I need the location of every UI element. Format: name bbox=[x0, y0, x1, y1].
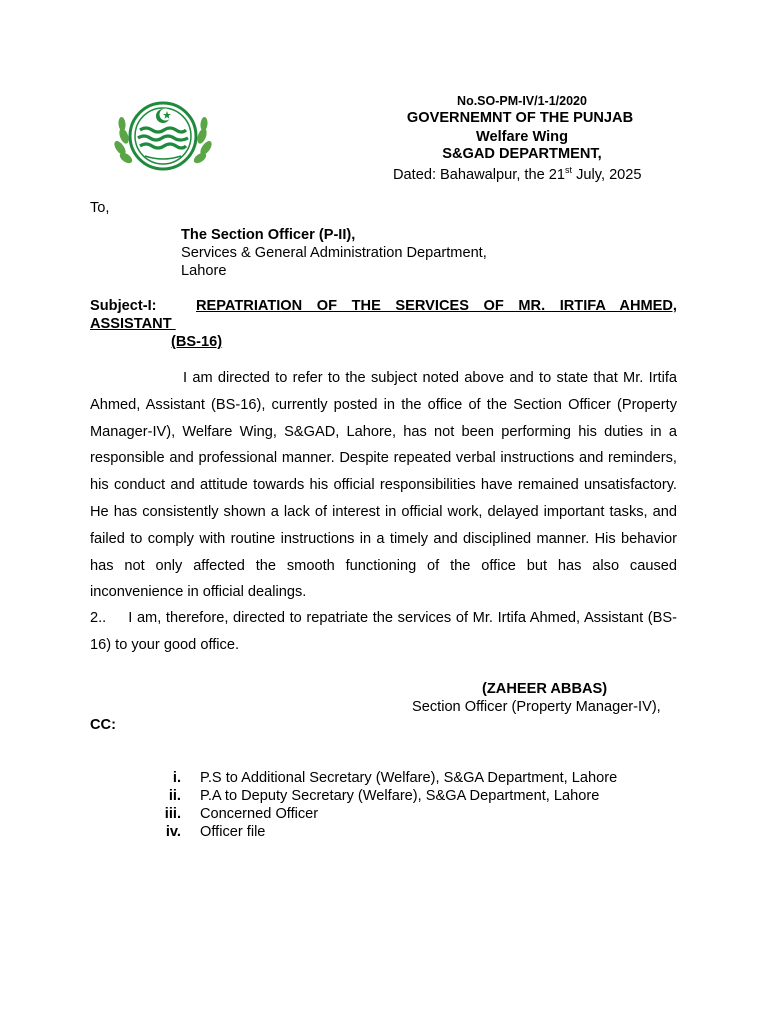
cc-item: ii. P.A to Deputy Secretary (Welfare), S&GA Department, Lahore bbox=[168, 788, 600, 804]
cc-label: CC: bbox=[90, 717, 116, 733]
government-title: GOVERNEMNT OF THE PUNJAB bbox=[406, 110, 634, 126]
signatory-designation: Section Officer (Property Manager-IV), bbox=[412, 699, 661, 715]
body-paragraph-1: I am directed to refer to the subject noted above and to state that Mr. Irtifa Ahmed, Assistant (BS-16), currently posted in the office of the Section Officer (Property Manager-IV), Welfare Wing, S&GAD, Lahore, has not been performing his duties in a responsible and professional manner. Despite repeated verbal instructions and reminders, his conduct and attitude towards his official responsibilities have remained unsatisfactory. He has consistently shown a lack of interest in official work, delayed important tasks, and failed to comply with routine instructions in a timely and disciplined manner. His behavior has not only affected the smooth functioning of the office but has also caused inconvenience in official dealings. bbox=[90, 370, 677, 601]
cc-list bbox=[150, 769, 617, 841]
addressee-officer: The Section Officer (P-II), bbox=[181, 227, 356, 243]
cc-item: iv. Officer file bbox=[165, 824, 266, 840]
paragraph-number: 2.. bbox=[90, 610, 107, 626]
to-label: To, bbox=[90, 200, 110, 216]
reference-number: No.SO-PM-IV/1-1/2020 bbox=[457, 94, 587, 108]
subject-label: Subject-I: bbox=[90, 298, 157, 314]
body-paragraph-2: 2.. I am, therefore, directed to repatriate the services of Mr. Irtifa Ahmed, Assistant (BS-16) to your good office. bbox=[90, 610, 677, 653]
addressee-department: Services & General Administration Department, bbox=[181, 245, 487, 261]
cc-item: iii. Concerned Officer bbox=[164, 806, 319, 822]
letter-date: Dated: Bahawalpur, the 21st July, 2025 bbox=[393, 165, 642, 183]
subject-line-1: REPATRIATION OF THE SERVICES OF MR. IRTIFA AHMED, bbox=[196, 298, 677, 314]
cc-item: i. P.S to Additional Secretary (Welfare), S&GA Department, Lahore bbox=[172, 770, 618, 786]
department-title: S&GAD DEPARTMENT, bbox=[442, 146, 602, 162]
wing-title: Welfare Wing bbox=[475, 129, 569, 145]
subject-line-2: ASSISTANT bbox=[90, 316, 176, 332]
punjab-government-logo bbox=[110, 96, 216, 178]
signatory-name: (ZAHEER ABBAS) bbox=[482, 681, 608, 697]
addressee-city: Lahore bbox=[181, 263, 227, 279]
subject-line-3: (BS-16) bbox=[171, 334, 223, 350]
